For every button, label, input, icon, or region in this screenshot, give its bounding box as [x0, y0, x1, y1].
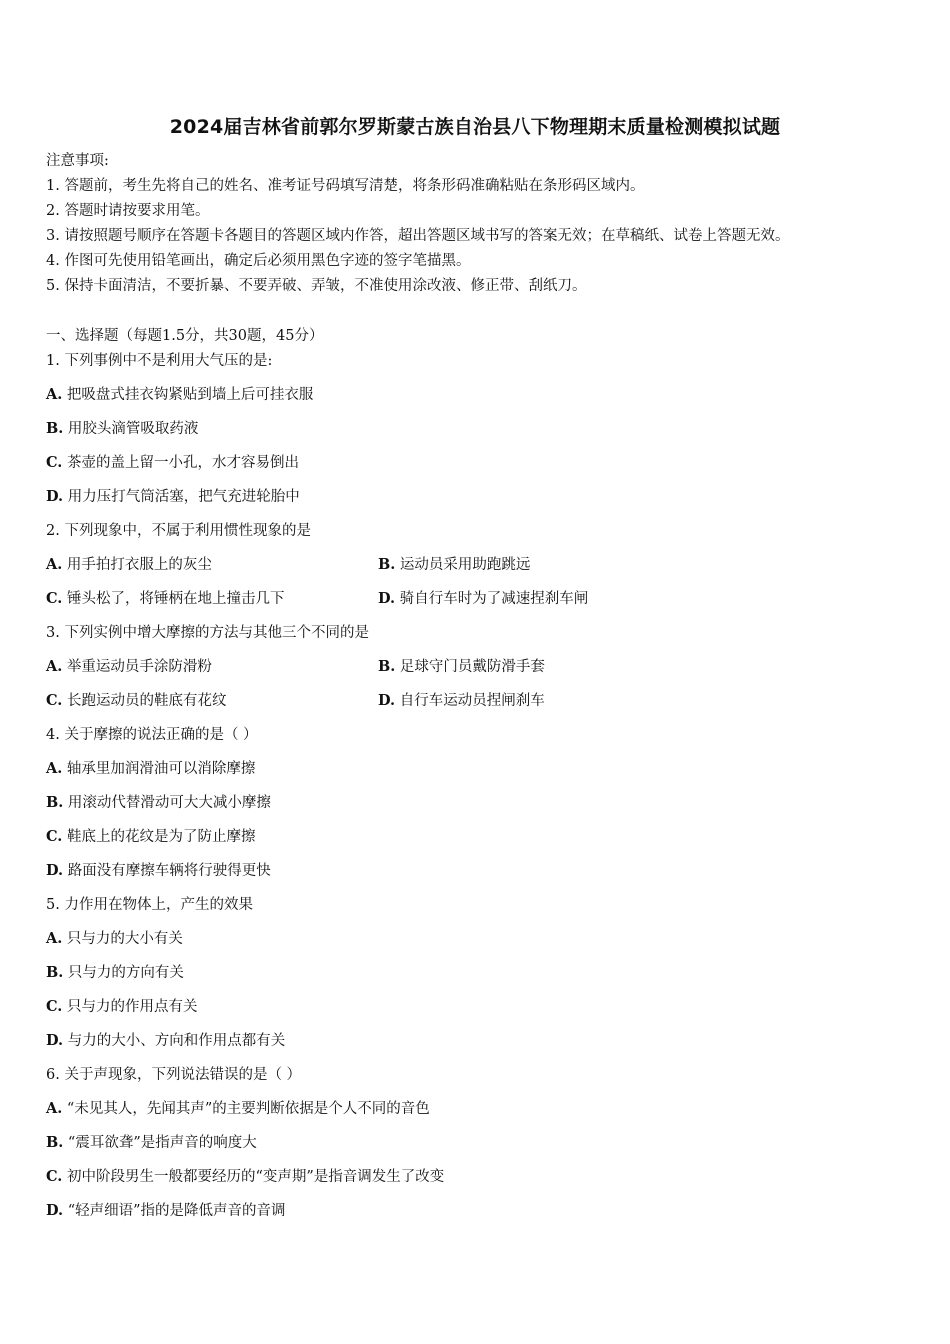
option-b: B. 运动员采用助跑跳远	[378, 556, 531, 573]
question-stem: 3. 下列实例中增大摩擦的方法与其他三个不同的是	[46, 625, 369, 641]
option-a: A. 轴承里加润滑油可以消除摩擦	[46, 760, 256, 777]
option-c: C. 鞋底上的花纹是为了防止摩擦	[46, 828, 256, 845]
option-d: D. 路面没有摩擦车辆将行驶得更快	[46, 862, 271, 879]
option-b: B. 足球守门员戴防滑手套	[378, 658, 545, 675]
notice-item: 3. 请按照题号顺序在答题卡各题目的答题区域内作答，超出答题区域书写的答案无效；在草稿纸、试卷上答题无效。	[46, 228, 790, 244]
option-d: D. 用力压打气筒活塞，把气充进轮胎中	[46, 488, 300, 505]
option-d: D. “轻声细语”指的是降低声音的音调	[46, 1202, 286, 1219]
option-a: A. “未见其人，先闻其声”的主要判断依据是个人不同的音色	[46, 1100, 430, 1117]
option-c: C. 只与力的作用点有关	[46, 998, 198, 1015]
section-heading: 一、选择题（每题1.5分，共30题，45分）	[46, 328, 324, 344]
option-b: B. 用胶头滴管吸取药液	[46, 420, 199, 437]
option-b: B. 用滚动代替滑动可大大减小摩擦	[46, 794, 271, 811]
option-c: C. 初中阶段男生一般都要经历的“变声期”是指音调发生了改变	[46, 1168, 445, 1185]
question-stem: 4. 关于摩擦的说法正确的是（ ）	[46, 727, 258, 743]
notice-item: 1. 答题前，考生先将自己的姓名、准考证号码填写清楚，将条形码准确粘贴在条形码区域内。	[46, 178, 645, 194]
question-stem: 6. 关于声现象，下列说法错误的是（ ）	[46, 1067, 302, 1083]
notice-heading: 注意事项:	[46, 153, 109, 169]
question-stem: 2. 下列现象中，不属于利用惯性现象的是	[46, 523, 311, 539]
option-b: B. 只与力的方向有关	[46, 964, 184, 981]
notice-item: 5. 保持卡面清洁，不要折暴、不要弄破、弄皱，不准使用涂改液、修正带、刮纸刀。	[46, 278, 587, 294]
option-d: D. 骑自行车时为了减速捏刹车闸	[378, 590, 589, 607]
option-d: D. 自行车运动员捏闸刹车	[378, 692, 545, 709]
option-a: A. 举重运动员手涂防滑粉	[46, 658, 212, 675]
option-b: B. “震耳欲聋”是指声音的响度大	[46, 1134, 257, 1151]
option-c: C. 茶壶的盖上留一小孔，水才容易倒出	[46, 454, 299, 471]
exam-title: 2024届吉林省前郭尔罗斯蒙古族自治县八下物理期末质量检测模拟试题	[169, 116, 781, 138]
option-d: D. 与力的大小、方向和作用点都有关	[46, 1032, 286, 1049]
question-stem: 1. 下列事例中不是利用大气压的是:	[46, 353, 273, 369]
option-a: A. 把吸盘式挂衣钩紧贴到墙上后可挂衣服	[46, 386, 314, 403]
question-stem: 5. 力作用在物体上，产生的效果	[46, 897, 253, 913]
notice-item: 4. 作图可先使用铅笔画出，确定后必须用黑色字迹的签字笔描黑。	[46, 253, 471, 269]
option-c: C. 长跑运动员的鞋底有花纹	[46, 692, 227, 709]
option-a: A. 用手拍打衣服上的灰尘	[46, 556, 212, 573]
notice-item: 2. 答题时请按要求用笔。	[46, 203, 210, 219]
option-c: C. 锤头松了，将锤柄在地上撞击几下	[46, 590, 285, 607]
option-a: A. 只与力的大小有关	[46, 930, 183, 947]
